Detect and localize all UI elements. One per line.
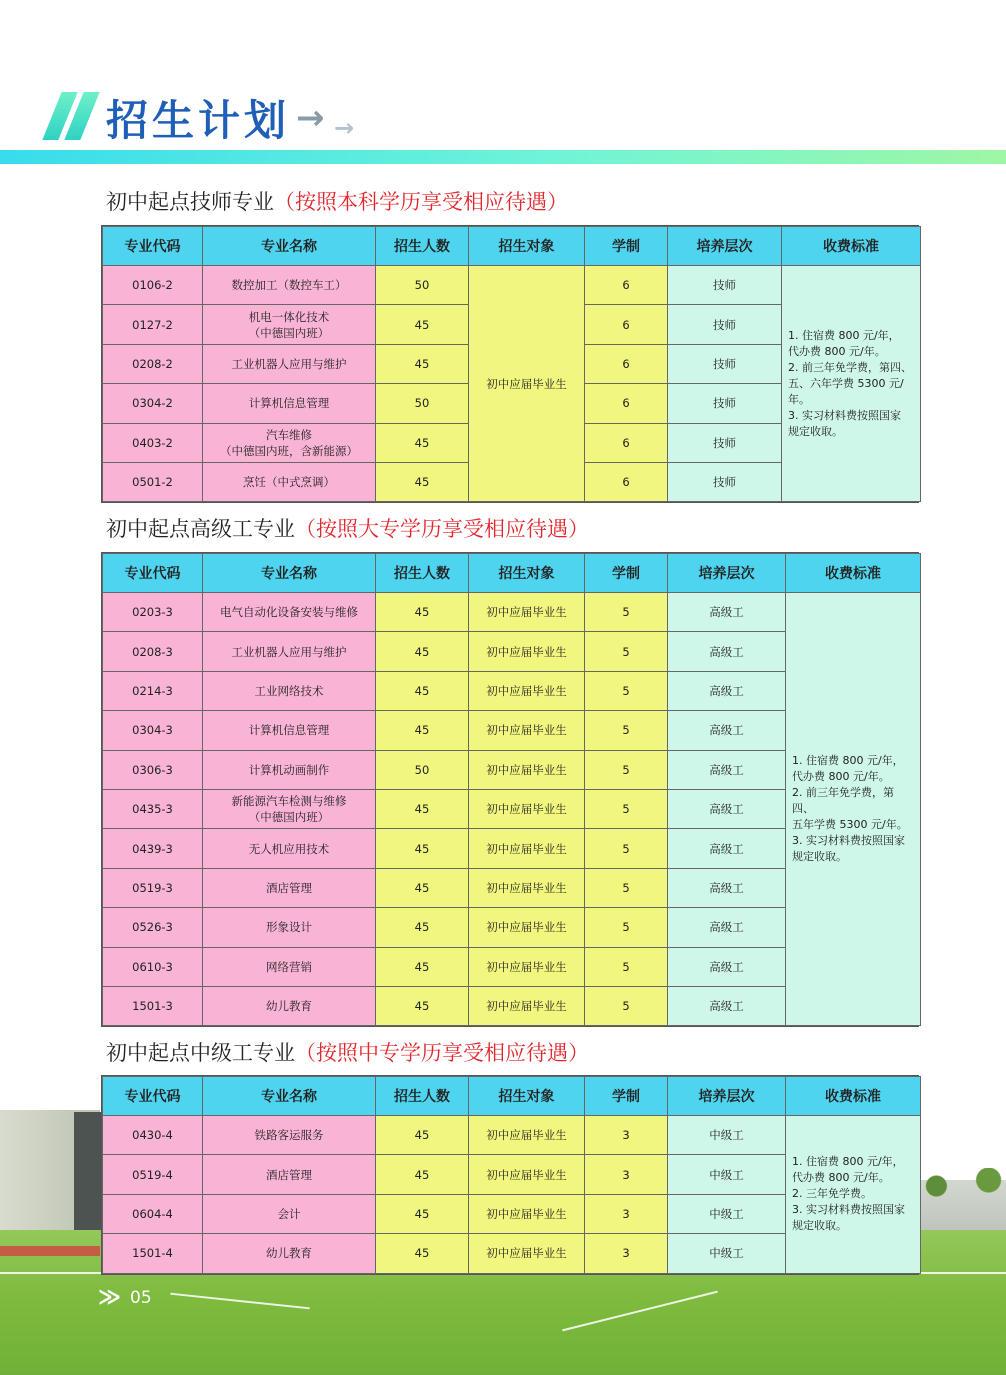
table-header-row (103, 554, 921, 593)
running-track-image (0, 1246, 100, 1256)
training-level-cell: 高级工 (668, 986, 786, 1025)
enrollment-target-cell: 初中应届毕业生 (469, 1234, 585, 1273)
fee-line: 3. 实习材料费按照国家 (792, 834, 905, 848)
column-header: 招生人数 (376, 227, 469, 266)
section-heading (106, 186, 568, 216)
column-header: 专业代码 (103, 1077, 203, 1116)
column-header: 学制 (585, 1077, 668, 1116)
section-heading-note: （按照中专学历享受相应待遇） (295, 1041, 589, 1065)
duration-cell: 5 (585, 908, 668, 947)
column-header: 招生对象 (469, 1077, 585, 1116)
column-header: 培养层次 (668, 227, 782, 266)
enrollment-target-cell: 初中应届毕业生 (469, 986, 585, 1025)
major-name-cell: 机电一体化技术 （中德国内班） (203, 305, 376, 344)
enrollment-count-cell: 50 (376, 384, 469, 423)
major-code-cell: 0519-3 (103, 868, 203, 907)
major-code-cell: 0519-4 (103, 1155, 203, 1194)
major-name-cell: 形象设计 (203, 908, 376, 947)
duration-cell: 5 (585, 947, 668, 986)
major-code-cell: 0403-2 (103, 423, 203, 462)
enrollment-target-cell: 初中应届毕业生 (469, 671, 585, 710)
table-header-row (103, 1077, 921, 1116)
section-heading-note: （按照大专学历享受相应待遇） (295, 517, 589, 541)
column-header: 专业代码 (103, 227, 203, 266)
major-name-cell: 汽车维修 （中德国内班，含新能源） (203, 423, 376, 462)
enrollment-target-cell: 初中应届毕业生 (469, 1194, 585, 1233)
fee-line: 2. 前三年免学费，第四、 (792, 786, 894, 816)
fee-line: 规定收取。 (788, 424, 843, 438)
duration-cell: 3 (585, 1116, 668, 1155)
duration-cell: 5 (585, 986, 668, 1025)
duration-cell: 6 (585, 423, 668, 462)
enrollment-count-cell: 45 (376, 632, 469, 671)
major-code-cell: 0306-3 (103, 750, 203, 789)
enrollment-count-cell: 50 (376, 266, 469, 305)
major-name-cell: 铁路客运服务 (203, 1116, 376, 1155)
table-row (103, 266, 921, 305)
double-chevron-icon: ≫ (98, 1285, 122, 1310)
major-code-cell: 0430-4 (103, 1116, 203, 1155)
enrollment-target-cell: 初中应届毕业生 (469, 908, 585, 947)
duration-cell: 3 (585, 1155, 668, 1194)
training-level-cell: 技师 (668, 462, 782, 501)
duration-cell: 5 (585, 671, 668, 710)
training-level-cell: 技师 (668, 305, 782, 344)
duration-cell: 5 (585, 829, 668, 868)
training-level-cell: 高级工 (668, 632, 786, 671)
arrow-right-icon: → (334, 114, 355, 142)
enrollment-target-cell: 初中应届毕业生 (469, 750, 585, 789)
column-header: 专业名称 (203, 554, 376, 593)
major-name-cell: 工业网络技术 (203, 671, 376, 710)
enrollment-count-cell: 45 (376, 711, 469, 750)
fee-line: 代办费 800 元/年。 (792, 770, 890, 784)
enrollment-target-cell: 初中应届毕业生 (469, 789, 585, 828)
fee-standard-cell (782, 266, 921, 502)
enrollment-count-cell: 45 (376, 1155, 469, 1194)
table-header-row (103, 227, 921, 266)
column-header: 学制 (585, 554, 668, 593)
training-level-cell: 中级工 (668, 1234, 786, 1273)
training-level-cell: 高级工 (668, 789, 786, 828)
major-code-cell: 0127-2 (103, 305, 203, 344)
training-level-cell: 高级工 (668, 947, 786, 986)
enrollment-table-technician (101, 225, 919, 503)
column-header: 招生对象 (469, 227, 585, 266)
page-number: 05 (130, 1288, 152, 1308)
column-header: 招生对象 (469, 554, 585, 593)
enrollment-count-cell: 45 (376, 789, 469, 828)
fee-line: 1. 住宿费 800 元/年， (792, 1155, 904, 1169)
arrow-right-icon: → (296, 98, 325, 138)
column-header: 学制 (585, 227, 668, 266)
training-level-cell: 高级工 (668, 711, 786, 750)
column-header: 收费标准 (782, 227, 921, 266)
major-code-cell: 0610-3 (103, 947, 203, 986)
major-code-cell: 1501-4 (103, 1234, 203, 1273)
enrollment-count-cell: 45 (376, 986, 469, 1025)
duration-cell: 5 (585, 632, 668, 671)
major-code-cell: 0304-2 (103, 384, 203, 423)
major-name-cell: 电气自动化设备安装与维修 (203, 593, 376, 632)
training-level-cell: 高级工 (668, 671, 786, 710)
major-name-cell: 会计 (203, 1194, 376, 1233)
duration-cell: 3 (585, 1234, 668, 1273)
enrollment-table-intermediate (101, 1075, 919, 1275)
major-name-cell: 网络营销 (203, 947, 376, 986)
major-name-cell: 工业机器人应用与维护 (203, 344, 376, 383)
major-code-cell: 0208-3 (103, 632, 203, 671)
major-name-cell: 烹饪（中式烹调） (203, 462, 376, 501)
fee-line: 代办费 800 元/年。 (792, 1171, 890, 1185)
column-header: 招生人数 (376, 554, 469, 593)
major-code-cell: 0208-2 (103, 344, 203, 383)
training-level-cell: 高级工 (668, 908, 786, 947)
major-code-cell: 0106-2 (103, 266, 203, 305)
column-header: 培养层次 (668, 1077, 786, 1116)
major-name-cell: 无人机应用技术 (203, 829, 376, 868)
section-heading-title: 初中起点技师专业 (106, 190, 274, 214)
major-name-cell: 幼儿教育 (203, 986, 376, 1025)
section-heading-title: 初中起点中级工专业 (106, 1041, 295, 1065)
major-code-cell: 0304-3 (103, 711, 203, 750)
training-level-cell: 高级工 (668, 750, 786, 789)
section-heading (106, 513, 589, 543)
fee-line: 五年学费 5300 元/年。 (792, 818, 908, 832)
fee-line: 3. 实习材料费按照国家 (792, 1203, 905, 1217)
duration-cell: 6 (585, 305, 668, 344)
fee-standard-cell (786, 593, 921, 1026)
enrollment-count-cell: 45 (376, 344, 469, 383)
enrollment-count-cell: 45 (376, 593, 469, 632)
major-code-cell: 0439-3 (103, 829, 203, 868)
column-header: 收费标准 (786, 1077, 921, 1116)
column-header: 专业代码 (103, 554, 203, 593)
trees-image (919, 1168, 1006, 1198)
major-name-cell: 新能源汽车检测与维修 （中德国内班） (203, 789, 376, 828)
duration-cell: 6 (585, 266, 668, 305)
fee-standard-cell (786, 1116, 921, 1274)
duration-cell: 3 (585, 1194, 668, 1233)
enrollment-count-cell: 45 (376, 305, 469, 344)
header-band (0, 150, 1006, 164)
enrollment-count-cell: 45 (376, 1194, 469, 1233)
enrollment-target-cell: 初中应届毕业生 (469, 868, 585, 907)
duration-cell: 6 (585, 462, 668, 501)
major-code-cell: 1501-3 (103, 986, 203, 1025)
training-level-cell: 中级工 (668, 1194, 786, 1233)
major-code-cell: 0203-3 (103, 593, 203, 632)
fee-line: 3. 实习材料费按照国家 (788, 408, 901, 422)
fee-line: 规定收取。 (792, 850, 847, 864)
training-level-cell: 技师 (668, 344, 782, 383)
major-code-cell: 0214-3 (103, 671, 203, 710)
column-header: 招生人数 (376, 1077, 469, 1116)
section-heading-title: 初中起点高级工专业 (106, 517, 295, 541)
duration-cell: 5 (585, 789, 668, 828)
training-level-cell: 中级工 (668, 1155, 786, 1194)
major-name-cell: 酒店管理 (203, 1155, 376, 1194)
training-level-cell: 技师 (668, 266, 782, 305)
enrollment-count-cell: 45 (376, 947, 469, 986)
fee-line: 1. 住宿费 800 元/年， (788, 328, 900, 342)
enrollment-target-cell: 初中应届毕业生 (469, 632, 585, 671)
major-name-cell: 计算机信息管理 (203, 384, 376, 423)
column-header: 收费标准 (786, 554, 921, 593)
enrollment-count-cell: 45 (376, 908, 469, 947)
duration-cell: 5 (585, 593, 668, 632)
enrollment-target-cell: 初中应届毕业生 (469, 711, 585, 750)
training-level-cell: 技师 (668, 423, 782, 462)
section-heading (106, 1037, 589, 1067)
table-row (103, 593, 921, 632)
fee-line: 规定收取。 (792, 1219, 847, 1233)
column-header: 专业名称 (203, 1077, 376, 1116)
training-level-cell: 中级工 (668, 1116, 786, 1155)
enrollment-target-cell: 初中应届毕业生 (469, 947, 585, 986)
major-name-cell: 工业机器人应用与维护 (203, 632, 376, 671)
major-code-cell: 0526-3 (103, 908, 203, 947)
enrollment-count-cell: 45 (376, 1234, 469, 1273)
major-name-cell: 酒店管理 (203, 868, 376, 907)
fee-line: 代办费 800 元/年。 (788, 344, 886, 358)
major-code-cell: 0435-3 (103, 789, 203, 828)
fee-line: 五、六年学费 5300 元/年。 (788, 376, 904, 406)
column-header: 专业名称 (203, 227, 376, 266)
enrollment-count-cell: 45 (376, 1116, 469, 1155)
enrollment-target-cell: 初中应届毕业生 (469, 593, 585, 632)
duration-cell: 5 (585, 711, 668, 750)
major-name-cell: 计算机动画制作 (203, 750, 376, 789)
major-name-cell: 计算机信息管理 (203, 711, 376, 750)
enrollment-target-cell: 初中应届毕业生 (469, 829, 585, 868)
duration-cell: 6 (585, 344, 668, 383)
enrollment-target-cell: 初中应届毕业生 (469, 1116, 585, 1155)
major-code-cell: 0604-4 (103, 1194, 203, 1233)
duration-cell: 6 (585, 384, 668, 423)
enrollment-count-cell: 45 (376, 671, 469, 710)
major-name-cell: 数控加工（数控车工） (203, 266, 376, 305)
fee-line: 1. 住宿费 800 元/年， (792, 754, 904, 768)
duration-cell: 5 (585, 868, 668, 907)
training-level-cell: 高级工 (668, 868, 786, 907)
duration-cell: 5 (585, 750, 668, 789)
page-title: 招生计划 (106, 96, 291, 145)
enrollment-count-cell: 45 (376, 829, 469, 868)
enrollment-table-senior (101, 552, 919, 1027)
table-row (103, 1116, 921, 1155)
major-code-cell: 0501-2 (103, 462, 203, 501)
enrollment-target-cell: 初中应届毕业生 (469, 266, 585, 502)
fee-line: 2. 三年免学费。 (792, 1187, 872, 1201)
enrollment-count-cell: 45 (376, 423, 469, 462)
section-heading-note: （按照本科学历享受相应待遇） (274, 190, 568, 214)
enrollment-count-cell: 45 (376, 462, 469, 501)
fee-line: 2. 前三年免学费，第四、 (788, 360, 912, 374)
major-name-cell: 幼儿教育 (203, 1234, 376, 1273)
enrollment-target-cell: 初中应届毕业生 (469, 1155, 585, 1194)
enrollment-count-cell: 50 (376, 750, 469, 789)
enrollment-count-cell: 45 (376, 868, 469, 907)
training-level-cell: 高级工 (668, 829, 786, 868)
training-level-cell: 高级工 (668, 593, 786, 632)
column-header: 培养层次 (668, 554, 786, 593)
training-level-cell: 技师 (668, 384, 782, 423)
